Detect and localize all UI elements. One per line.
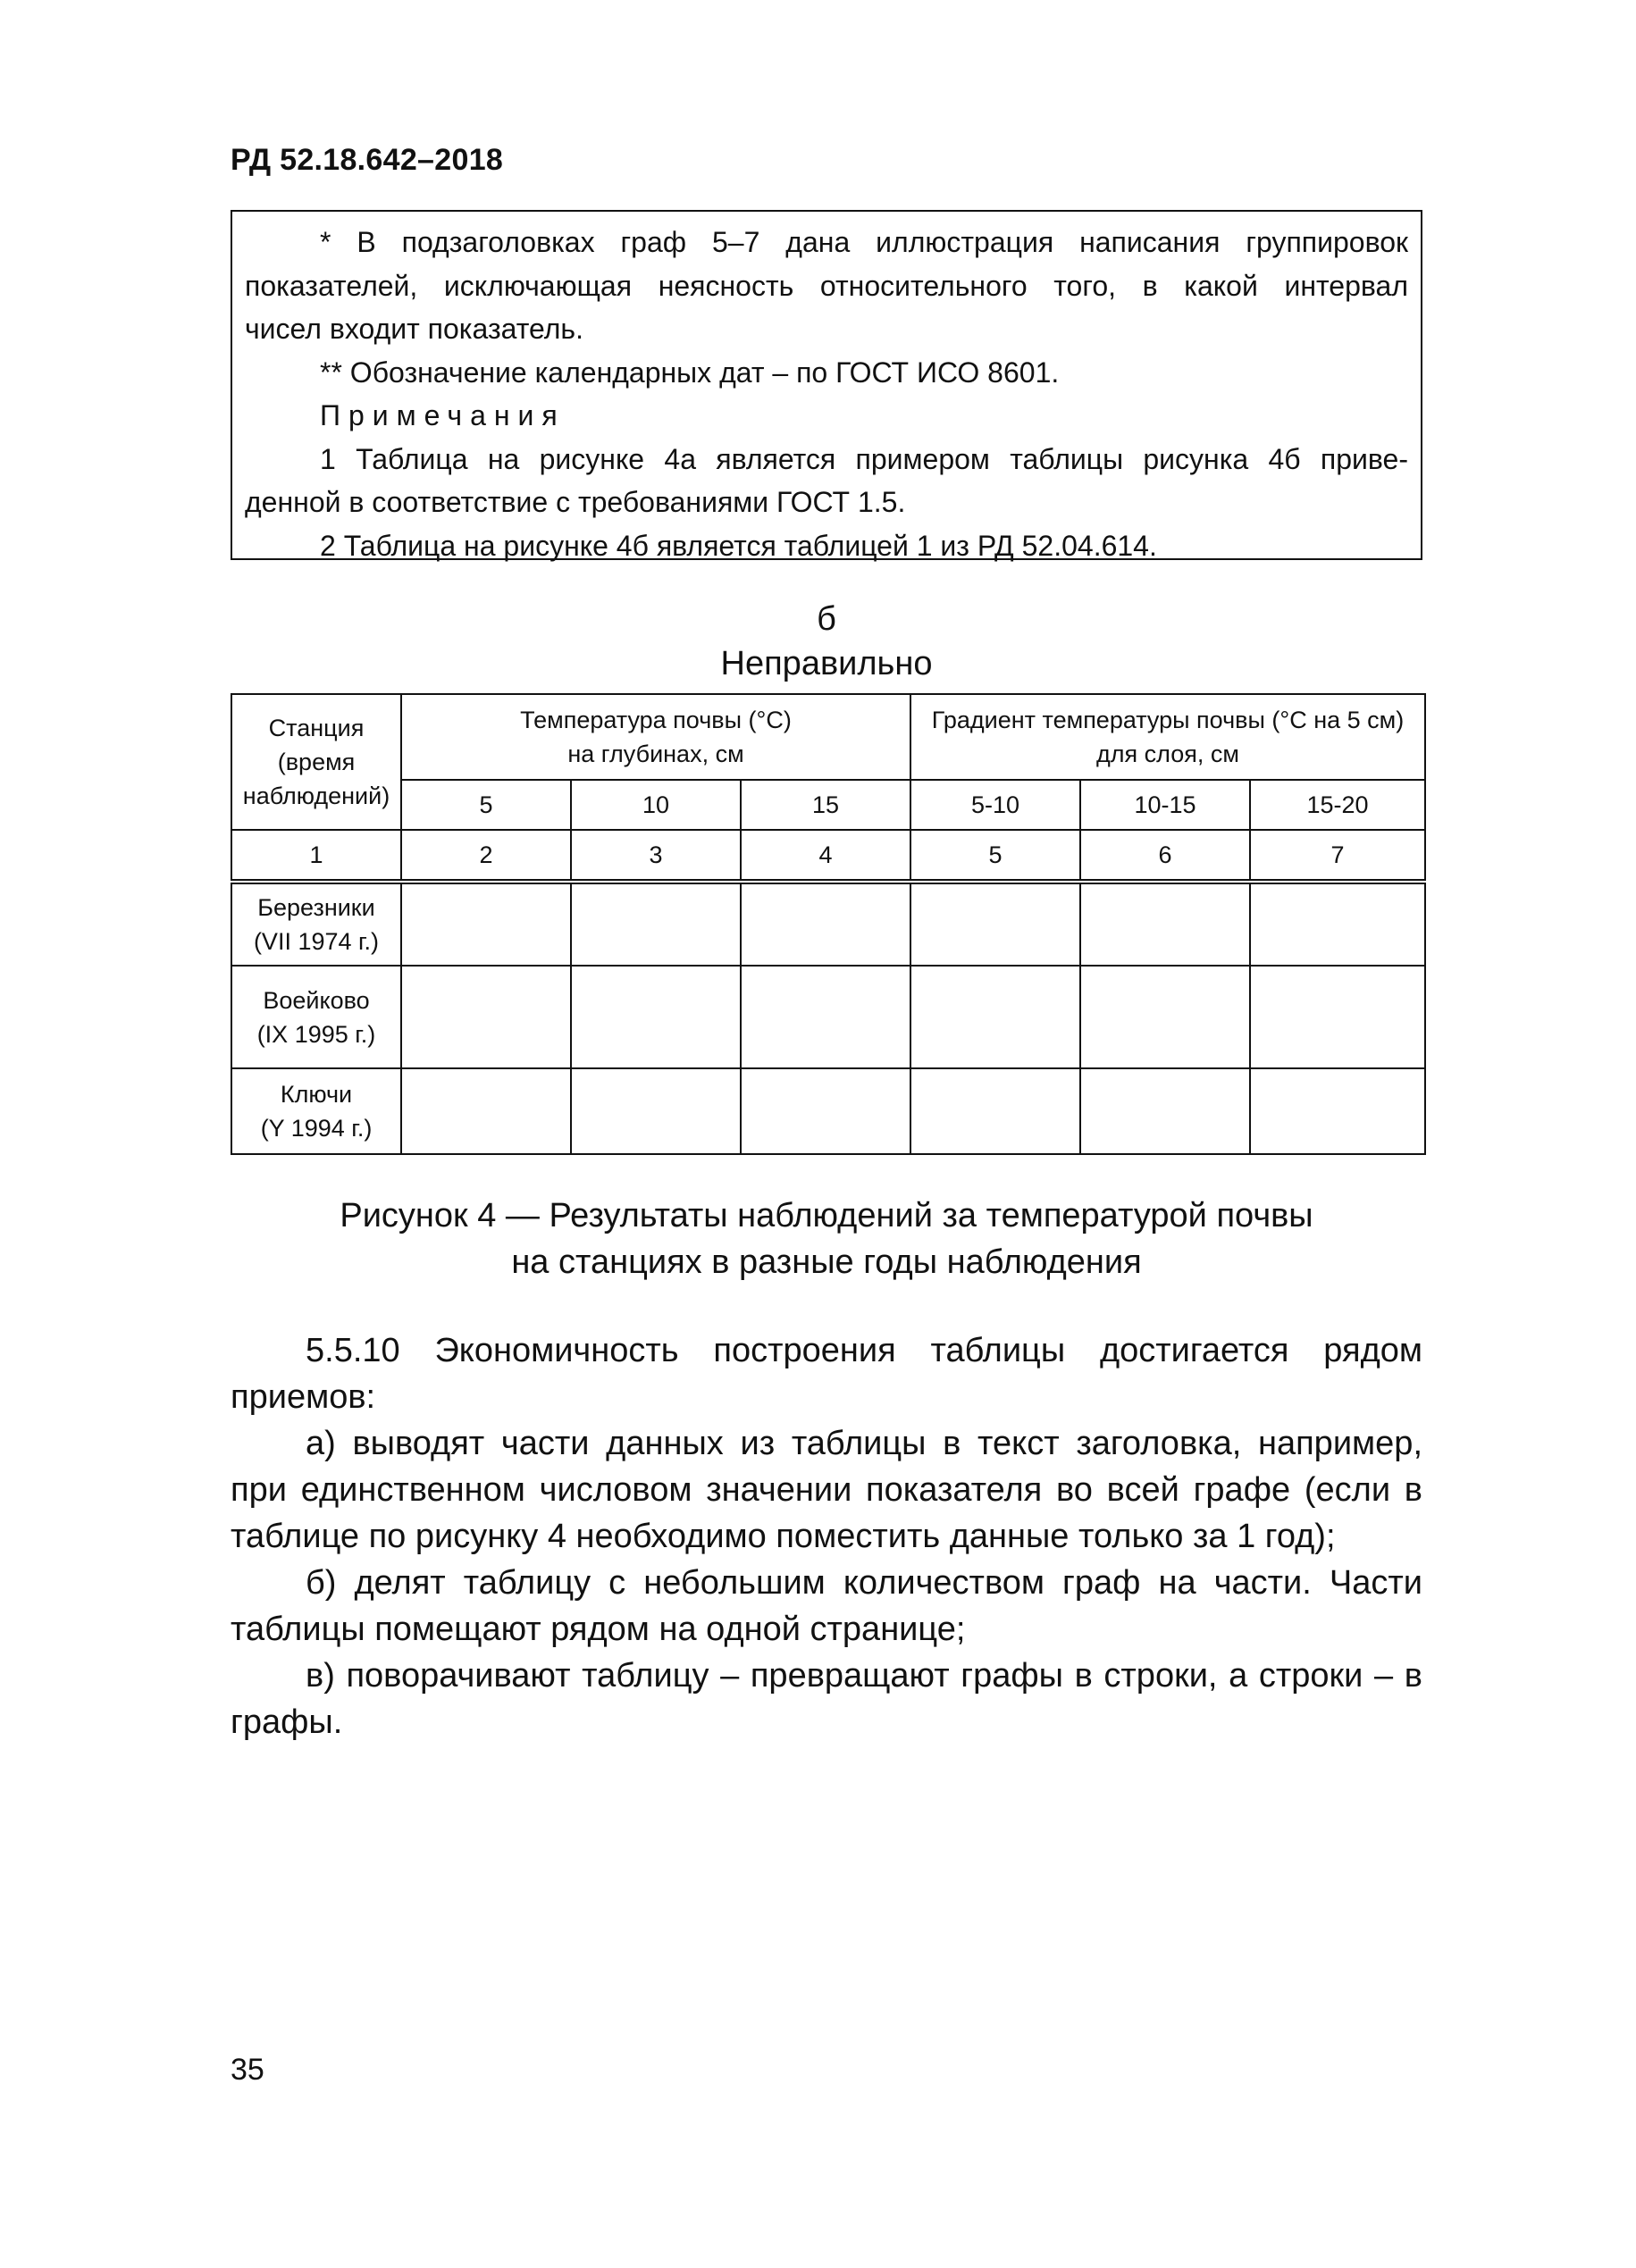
table-row <box>231 1068 1425 1154</box>
data-cell <box>401 882 571 966</box>
temperature-header-line-2: на глубинах, см <box>567 741 744 767</box>
table-row <box>231 966 1425 1068</box>
data-cell <box>1250 966 1425 1068</box>
data-cell <box>741 1068 910 1154</box>
data-cell <box>741 966 910 1068</box>
caption-line-2: на станциях в разные годы наблюдения <box>511 1243 1142 1281</box>
station-header-line-1: Станция <box>268 715 365 741</box>
data-cell <box>910 966 1080 1068</box>
caption-line-1: Рисунок 4 — Результаты наблюдений за температурой почвы <box>340 1197 1313 1234</box>
station-cell <box>231 882 401 966</box>
paragraph-item-v: в) поворачивают таблицу – превращают графы в строки, а строки – в графы. <box>231 1657 1422 1741</box>
document-code: РД 52.18.642–2018 <box>231 143 504 177</box>
data-cell <box>741 882 910 966</box>
paragraph-5-5-10: 5.5.10 Экономичность построения таблицы достигается рядом приемов: <box>231 1332 1422 1416</box>
data-cell <box>1080 1068 1250 1154</box>
data-cell <box>910 882 1080 966</box>
temperature-header-line-1: Температура почвы (°С) <box>520 707 792 733</box>
figure-letter: б <box>817 600 836 638</box>
column-number-2: 2 <box>401 830 571 882</box>
note-2: 2 Таблица на рисунке 4б является таблицей 1 из РД 52.04.614. <box>320 529 1157 562</box>
station-cell <box>231 966 401 1068</box>
station-period: (Y 1994 г.) <box>260 1115 373 1142</box>
footnote-1-line-2: показателей, исключающая неясность относительного того, в какой интервал <box>245 269 1408 302</box>
station-cell <box>231 1068 401 1154</box>
column-number-3: 3 <box>571 830 741 882</box>
body-text <box>231 1327 1422 1745</box>
data-cell <box>571 882 741 966</box>
note-1-line-2: денной в соответствие с требованиями ГОСТ 1.5. <box>245 486 906 518</box>
data-cell <box>571 966 741 1068</box>
column-number-7: 7 <box>1250 830 1425 882</box>
footnotes-box <box>231 210 1422 560</box>
data-cell <box>401 1068 571 1154</box>
figure-verdict: Неправильно <box>720 645 933 682</box>
gradient-header <box>910 694 1425 780</box>
station-name: Березники <box>257 894 375 921</box>
station-period: (IX 1995 г.) <box>256 1020 376 1048</box>
subheader-layer-15-20: 15-20 <box>1250 780 1425 830</box>
data-cell <box>571 1068 741 1154</box>
footnote-2: ** Обозначение календарных дат – по ГОСТ ИСО 8601. <box>320 356 1060 389</box>
subheader-layer-10-15: 10-15 <box>1080 780 1250 830</box>
figure-caption <box>231 1193 1422 1285</box>
temperature-header <box>401 694 910 780</box>
page-number: 35 <box>231 2053 264 2087</box>
subheader-depth-10: 10 <box>571 780 741 830</box>
data-cell <box>1080 966 1250 1068</box>
column-number-1: 1 <box>231 830 401 882</box>
column-number-5: 5 <box>910 830 1080 882</box>
station-header <box>231 694 401 830</box>
paragraph-item-b: б) делят таблицу с небольшим количеством граф на части. Части таблицы помещают рядом на одной странице; <box>231 1564 1422 1648</box>
data-cell <box>910 1068 1080 1154</box>
station-header-line-2: (время <box>277 749 356 775</box>
subheader-depth-5: 5 <box>401 780 571 830</box>
data-cell <box>1250 1068 1425 1154</box>
paragraph-item-a: а) выводят части данных из таблицы в текст заголовка, например, при единственном числовом значении показателя во всей графе (если в таблице по рисунку 4 необходимо поместить данные только за 1 год); <box>231 1425 1422 1555</box>
column-number-4: 4 <box>741 830 910 882</box>
note-1-line-1: 1 Таблица на рисунке 4а является примером таблицы рисунка 4б приве- <box>320 442 1408 475</box>
soil-temperature-table <box>231 693 1426 1155</box>
data-cell <box>401 966 571 1068</box>
gradient-header-line-2: для слоя, см <box>1096 741 1239 767</box>
data-cell <box>1080 882 1250 966</box>
footnote-1-line-3: чисел входит показатель. <box>245 313 583 345</box>
footnote-1-line-1: * В подзаголовках граф 5–7 дана иллюстрация написания группировок <box>320 226 1408 258</box>
station-period: (VII 1974 г.) <box>253 928 380 955</box>
station-name: Ключи <box>280 1081 353 1108</box>
subheader-depth-15: 15 <box>741 780 910 830</box>
station-name: Воейково <box>263 986 370 1014</box>
notes-title: Примечания <box>320 399 566 431</box>
column-number-6: 6 <box>1080 830 1250 882</box>
gradient-header-line-1: Градиент температуры почвы (°С на 5 см) <box>931 707 1405 733</box>
subheader-layer-5-10: 5-10 <box>910 780 1080 830</box>
data-cell <box>1250 882 1425 966</box>
station-header-line-3: наблюдений) <box>242 783 390 809</box>
table-row <box>231 882 1425 966</box>
